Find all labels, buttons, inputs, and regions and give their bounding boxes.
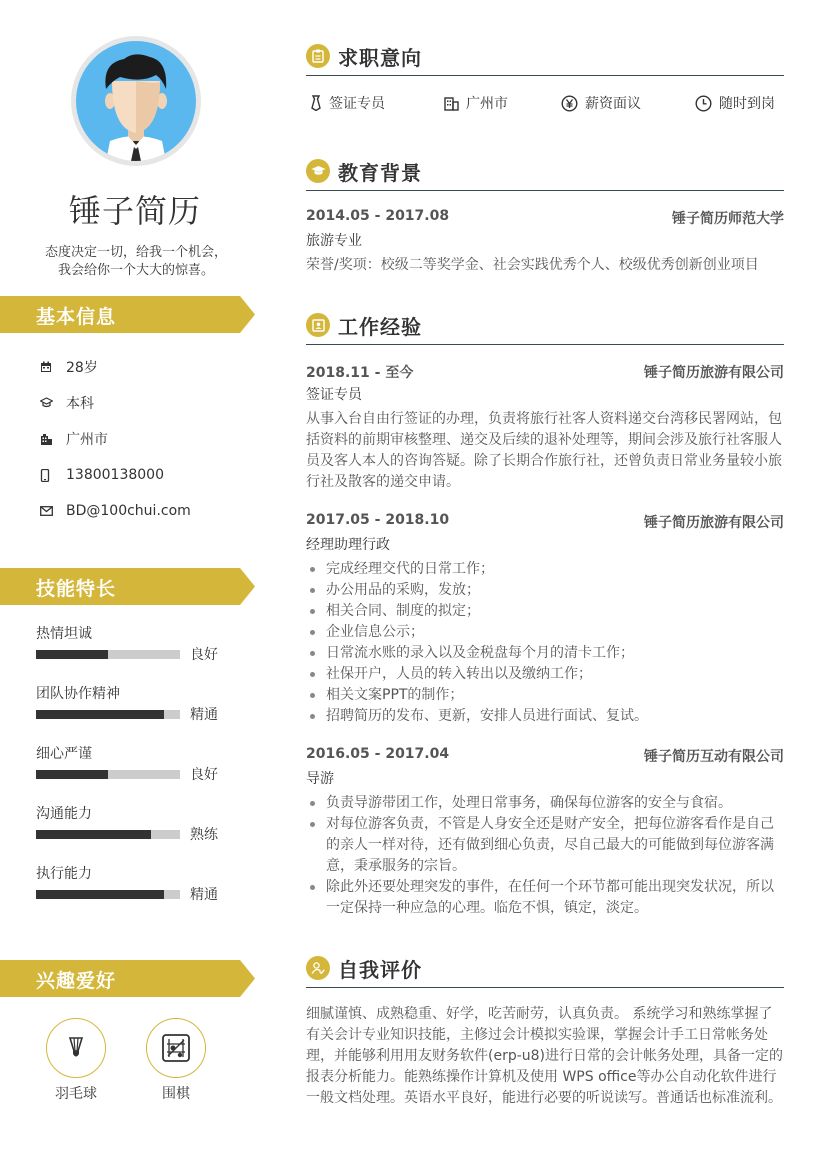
info-city-text: 广州市 xyxy=(66,432,108,448)
info-email xyxy=(40,493,250,529)
work-entry-header xyxy=(306,362,784,382)
motto-line-2: 我会给你一个大大的惊喜。 xyxy=(57,263,214,278)
job-intent-row xyxy=(306,93,784,119)
phone-icon xyxy=(40,469,66,482)
building-icon xyxy=(40,433,66,446)
hobby-icon-circle xyxy=(46,1018,106,1078)
skill-name: 团队协作精神 xyxy=(36,686,120,702)
section-title-self-eval: 自我评价 xyxy=(338,958,422,982)
hobby-icon-circle xyxy=(146,1018,206,1078)
intent-availability xyxy=(695,93,775,113)
section-ribbon-skills xyxy=(0,568,255,605)
skill-level: 良好 xyxy=(190,647,218,663)
list-item: 除此外还要处理突发的事件，在任何一个环节都可能出现突发状况，所以一定保持一种应急的心理。临危不惧，镇定，淡定。 xyxy=(306,877,784,919)
badminton-icon xyxy=(62,1034,90,1062)
skill-bar-fill xyxy=(36,830,151,839)
list-item: 办公用品的采购，发放； xyxy=(306,580,784,601)
clock-icon xyxy=(695,95,712,112)
skill-bar-track xyxy=(36,650,180,659)
tie-icon xyxy=(310,95,322,111)
work-role: 签证专员 xyxy=(306,387,362,403)
info-age-text: 28岁 xyxy=(66,360,98,376)
info-city xyxy=(40,421,250,457)
skill-item xyxy=(36,682,236,742)
list-item: 日常流水账的录入以及金税盘每个月的清卡工作； xyxy=(306,643,784,664)
graduation-cap-icon xyxy=(40,397,66,409)
resume-name: 锤子简历 xyxy=(68,192,201,230)
skill-level: 精通 xyxy=(190,887,218,903)
skill-level: 良好 xyxy=(190,767,218,783)
work-description: 从事入台自由行签证的办理，负责将旅行社客人资料递交台湾移民署网站，包括资料的前期审核整理、递交及后续的退补处理等，期间会涉及旅行社客服人员及客人本人的咨询答疑。除了长期合作旅行社，还曾负责日常业务量较小旅行社及散客的递交申请。 xyxy=(306,411,782,490)
list-item: 相关合同、制度的拟定； xyxy=(306,601,784,622)
list-item: 负责导游带团工作，处理日常事务，确保每位游客的安全与食宿。 xyxy=(306,793,784,814)
skill-name: 细心严谨 xyxy=(36,746,92,762)
work-bullets xyxy=(306,793,784,919)
list-item: 招聘简历的发布、更新，安排人员进行面试、复试。 xyxy=(306,706,784,727)
calendar-icon xyxy=(40,361,66,373)
education-awards: 荣誉/奖项：校级二等奖学金、社会实践优秀个人、校级优秀创新创业项目 xyxy=(306,257,759,273)
skill-bar-fill xyxy=(36,710,164,719)
education-entry-header xyxy=(306,208,784,228)
work-company: 锤子简历旅游有限公司 xyxy=(644,365,784,381)
skill-bar-fill xyxy=(36,890,164,899)
section-title-hobbies: 兴趣爱好 xyxy=(36,970,117,992)
education-date: 2014.05 - 2017.08 xyxy=(306,208,450,224)
intent-salary-text: 薪资面议 xyxy=(585,96,641,112)
id-card-icon xyxy=(306,313,330,337)
basic-info-list xyxy=(40,349,250,529)
section-title-skills: 技能特长 xyxy=(36,578,117,600)
skills-list xyxy=(36,622,236,922)
info-education xyxy=(40,385,250,421)
work-entry-header xyxy=(306,512,784,532)
motto-line-1: 态度决定一切，给我一个机会， xyxy=(44,245,227,260)
avatar-illustration xyxy=(76,41,196,161)
intent-city-text: 广州市 xyxy=(466,96,508,112)
skill-name: 执行能力 xyxy=(36,866,92,882)
list-item: 完成经理交代的日常工作； xyxy=(306,559,784,580)
skill-level: 精通 xyxy=(190,707,218,723)
list-item: 社保开户，人员的转入转出以及缴纳工作； xyxy=(306,664,784,685)
info-phone-text: 13800138000 xyxy=(66,467,164,483)
left-sidebar xyxy=(0,0,270,1160)
intent-city xyxy=(444,93,508,113)
education-school: 锤子简历师范大学 xyxy=(672,211,784,227)
building-icon xyxy=(444,96,459,111)
graduation-cap-icon xyxy=(306,159,330,183)
info-education-text: 本科 xyxy=(66,396,94,412)
skill-bar-fill xyxy=(36,770,108,779)
work-company: 锤子简历旅游有限公司 xyxy=(644,515,784,531)
avatar xyxy=(76,41,196,161)
section-title-education: 教育背景 xyxy=(338,161,422,185)
section-ribbon-hobbies xyxy=(0,960,255,997)
section-title-work: 工作经验 xyxy=(338,315,422,339)
section-ribbon-basic-info xyxy=(0,296,255,333)
skill-level: 熟练 xyxy=(190,827,218,843)
skill-item xyxy=(36,862,236,922)
intent-position xyxy=(310,93,385,113)
intent-availability-text: 随时到岗 xyxy=(719,96,775,112)
work-role: 经理助理行政 xyxy=(306,537,390,553)
skill-name: 沟通能力 xyxy=(36,806,92,822)
work-date: 2017.05 - 2018.10 xyxy=(306,512,450,528)
info-age xyxy=(40,349,250,385)
self-evaluation-text: 细腻谨慎、成熟稳重、好学，吃苦耐劳，认真负责。 系统学习和熟练掌握了有关会计专业知识技能，主修过会计模拟实验课，掌握会计手工日常帐务处理，并能够利用用友财务软件(erp-u8)进行日常的会计帐务处理，具备一定的报表分析能力。能熟练操作计算机及使用 WPS office等办公自动化软件进行一般文档处理。英语水平良好，能进行必要的听说读写。普通话也标准流利。 xyxy=(306,1006,784,1106)
intent-salary xyxy=(561,93,641,113)
skill-item xyxy=(36,622,236,682)
clipboard-icon xyxy=(306,44,330,68)
list-item: 相关文案PPT的制作； xyxy=(306,685,784,706)
skill-name: 热情坦诚 xyxy=(36,626,92,642)
skill-bar-track xyxy=(36,710,180,719)
hobby-label: 羽毛球 xyxy=(55,1086,97,1102)
info-phone xyxy=(40,457,250,493)
section-header-education xyxy=(306,157,784,191)
work-role: 导游 xyxy=(306,771,334,787)
section-title-basic-info: 基本信息 xyxy=(36,306,117,328)
section-header-job-intent xyxy=(306,42,784,76)
work-bullets xyxy=(306,559,784,727)
user-check-icon xyxy=(306,956,330,980)
skill-bar-track xyxy=(36,890,180,899)
work-entry-header xyxy=(306,746,784,766)
yen-icon xyxy=(561,95,578,112)
info-email-text: BD@100chui.com xyxy=(66,503,191,519)
section-title-job-intent: 求职意向 xyxy=(338,46,422,70)
skill-bar-track xyxy=(36,770,180,779)
work-company: 锤子简历互动有限公司 xyxy=(644,749,784,765)
skill-bar-fill xyxy=(36,650,108,659)
section-header-work xyxy=(306,311,784,345)
avatar-frame xyxy=(71,36,201,166)
hobby-item xyxy=(146,1018,206,1103)
intent-position-text: 签证专员 xyxy=(329,96,385,112)
go-board-icon xyxy=(161,1033,191,1063)
list-item: 对每位游客负责，不管是人身安全还是财产安全，把每位游客看作是自己的亲人一样对待，还有做到细心负责，尽自己最大的可能做到每位游客满意，秉承服务的宗旨。 xyxy=(306,814,784,877)
motto xyxy=(20,244,252,280)
work-date: 2018.11 - 至今 xyxy=(306,365,414,381)
work-date: 2016.05 - 2017.04 xyxy=(306,746,450,762)
education-major: 旅游专业 xyxy=(306,233,362,249)
list-item: 企业信息公示； xyxy=(306,622,784,643)
mail-icon xyxy=(40,506,66,516)
hobby-item xyxy=(46,1018,106,1103)
hobby-label: 围棋 xyxy=(162,1086,190,1102)
skill-item xyxy=(36,802,236,862)
section-header-self-eval xyxy=(306,954,784,988)
skill-item xyxy=(36,742,236,802)
skill-bar-track xyxy=(36,830,180,839)
